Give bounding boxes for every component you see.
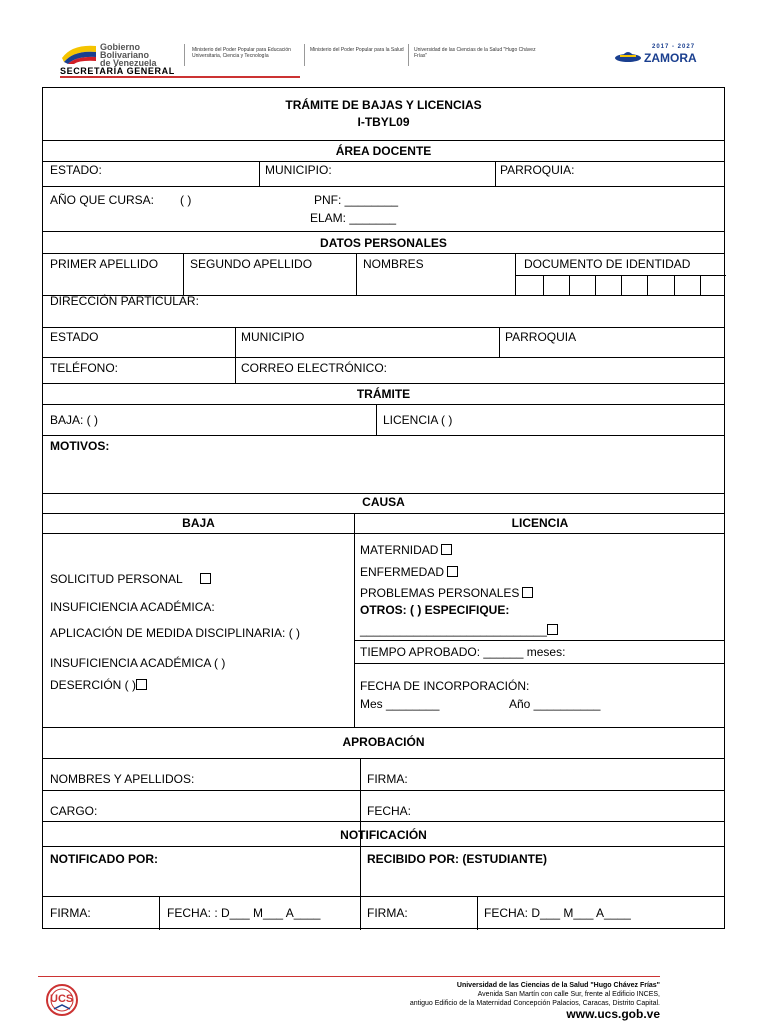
desercion-option[interactable]: DESERCIÓN ( ): [50, 678, 147, 692]
baja-option[interactable]: BAJA: ( ): [50, 413, 99, 427]
gov-line-1: Gobierno: [100, 42, 140, 52]
university-header: Universidad de las Ciencias de la Salud "Hugo Chávez Frías": [414, 47, 536, 59]
ano-cursa-field[interactable]: ( ): [180, 193, 192, 207]
header-divider: [60, 76, 300, 78]
footer-divider: [38, 976, 660, 977]
firma-aprobacion-label: FIRMA:: [367, 772, 408, 786]
pnf-field[interactable]: PNF: ________: [314, 193, 399, 207]
form-code: I-TBYL09: [357, 115, 410, 129]
segundo-apellido-label: SEGUNDO APELLIDO: [190, 257, 313, 271]
zamora-text: ZAMORA: [644, 51, 697, 65]
ministry-education: Ministerio del Poder Popular para Educación Universitaria, Ciencia y Tecnología: [192, 47, 291, 59]
problemas-personales-option[interactable]: PROBLEMAS PERSONALES: [360, 586, 533, 600]
form-table: [42, 87, 725, 929]
footer-address-1: Avenida San Martín con calle Sur, frente al Edificio INCES,: [477, 991, 660, 998]
fecha-recibido-field[interactable]: FECHA: D___ M___ A____: [484, 906, 631, 920]
ano-cursa-label: AÑO QUE CURSA:: [50, 193, 155, 207]
recibido-por-label: RECIBIDO POR: (ESTUDIANTE): [367, 852, 547, 866]
checkbox-icon: [547, 624, 558, 635]
enfermedad-option[interactable]: ENFERMEDAD: [360, 565, 458, 579]
footer-website[interactable]: www.ucs.gob.ve: [566, 1007, 660, 1021]
checkbox-icon: [200, 573, 211, 584]
documento-label: DOCUMENTO DE IDENTIDAD: [524, 257, 691, 271]
section-notificacion: NOTIFICACIÓN: [340, 828, 427, 842]
telefono-label: TELÉFONO:: [50, 361, 119, 375]
ucs-logo: [40, 983, 84, 1017]
nombres-apellidos-label: NOMBRES Y APELLIDOS:: [50, 772, 195, 786]
notificado-por-label: NOTIFICADO POR:: [50, 852, 158, 866]
parroquia2-label: PARROQUIA: [505, 330, 577, 344]
zamora-years: 2017 - 2027: [652, 44, 696, 50]
ano-field[interactable]: Año __________: [509, 697, 601, 711]
parroquia-label: PARROQUIA:: [500, 163, 575, 177]
tiempo-aprobado-field[interactable]: TIEMPO APROBADO: ______ meses:: [360, 645, 566, 659]
nombres-label: NOMBRES: [363, 257, 424, 271]
ucs-text: UCS: [50, 993, 74, 1005]
checkbox-icon: [447, 566, 458, 577]
primer-apellido-label: PRIMER APELLIDO: [50, 257, 159, 271]
otros-specify-field[interactable]: ____________________________: [360, 623, 558, 637]
municipio-label: MUNICIPIO:: [265, 163, 332, 177]
fecha-notificado-field[interactable]: FECHA: : D___ M___ A____: [167, 906, 321, 920]
cargo-label: CARGO:: [50, 804, 98, 818]
gov-line-3: de Venezuela: [100, 58, 157, 68]
checkbox-icon: [441, 544, 452, 555]
footer-university: Universidad de las Ciencias de la Salud "Hugo Chávez Frías": [456, 982, 660, 989]
checkbox-icon: [136, 679, 147, 690]
zamora-logo: [612, 44, 712, 66]
section-aprobacion: APROBACIÓN: [342, 735, 425, 749]
section-datos-personales: DATOS PERSONALES: [320, 236, 447, 250]
fecha-incorporacion-label: FECHA DE INCORPORACIÓN:: [360, 679, 530, 693]
firma-recibido-label: FIRMA:: [367, 906, 408, 920]
venezuela-flag-icon: [60, 42, 98, 64]
form-title: TRÁMITE DE BAJAS Y LICENCIAS: [285, 98, 482, 112]
footer-address-2: antiguo Edificio de la Maternidad Concepción Palacios, Caracas, Distrito Capital.: [409, 1000, 660, 1007]
firma-notificado-label: FIRMA:: [50, 906, 91, 920]
section-tramite: TRÁMITE: [356, 387, 411, 401]
estado2-label: ESTADO: [50, 330, 99, 344]
section-area-docente: ÁREA DOCENTE: [335, 144, 432, 158]
elam-field[interactable]: ELAM: _______: [310, 211, 397, 225]
municipio2-label: MUNICIPIO: [241, 330, 305, 344]
insuficiencia-academica-option[interactable]: INSUFICIENCIA ACADÉMICA ( ): [50, 656, 226, 670]
section-causa: CAUSA: [362, 495, 405, 509]
checkbox-icon: [522, 587, 533, 598]
estado-label: ESTADO:: [50, 163, 102, 177]
ministry-health: Ministerio del Poder Popular para la Salud: [310, 47, 404, 53]
secretaria-general: SECRETARÍA GENERAL: [60, 66, 175, 76]
maternidad-option[interactable]: MATERNIDAD: [360, 543, 452, 557]
licencia-option[interactable]: LICENCIA ( ): [383, 413, 453, 427]
gov-line-2: Bolivariano: [100, 50, 150, 60]
motivos-label: MOTIVOS:: [50, 439, 110, 453]
aplicacion-medida-option[interactable]: APLICACIÓN DE MEDIDA DISCIPLINARIA: ( ): [50, 626, 301, 640]
solicitud-personal-option[interactable]: SOLICITUD PERSONAL: [50, 572, 211, 586]
direccion-label: DIRECCIÓN PARTICULAR:: [50, 294, 199, 308]
col-baja-header: BAJA: [182, 516, 215, 530]
correo-label: CORREO ELECTRÓNICO:: [241, 361, 388, 375]
otros-especifique-label: OTROS: ( ) ESPECIFIQUE:: [360, 603, 510, 617]
zamora-hat-icon: [614, 46, 642, 64]
insuficiencia-academica-label: INSUFICIENCIA ACADÉMICA:: [50, 600, 215, 614]
col-licencia-header: LICENCIA: [511, 516, 569, 530]
fecha-aprobacion-label: FECHA:: [367, 804, 412, 818]
mes-field[interactable]: Mes ________: [360, 697, 440, 711]
